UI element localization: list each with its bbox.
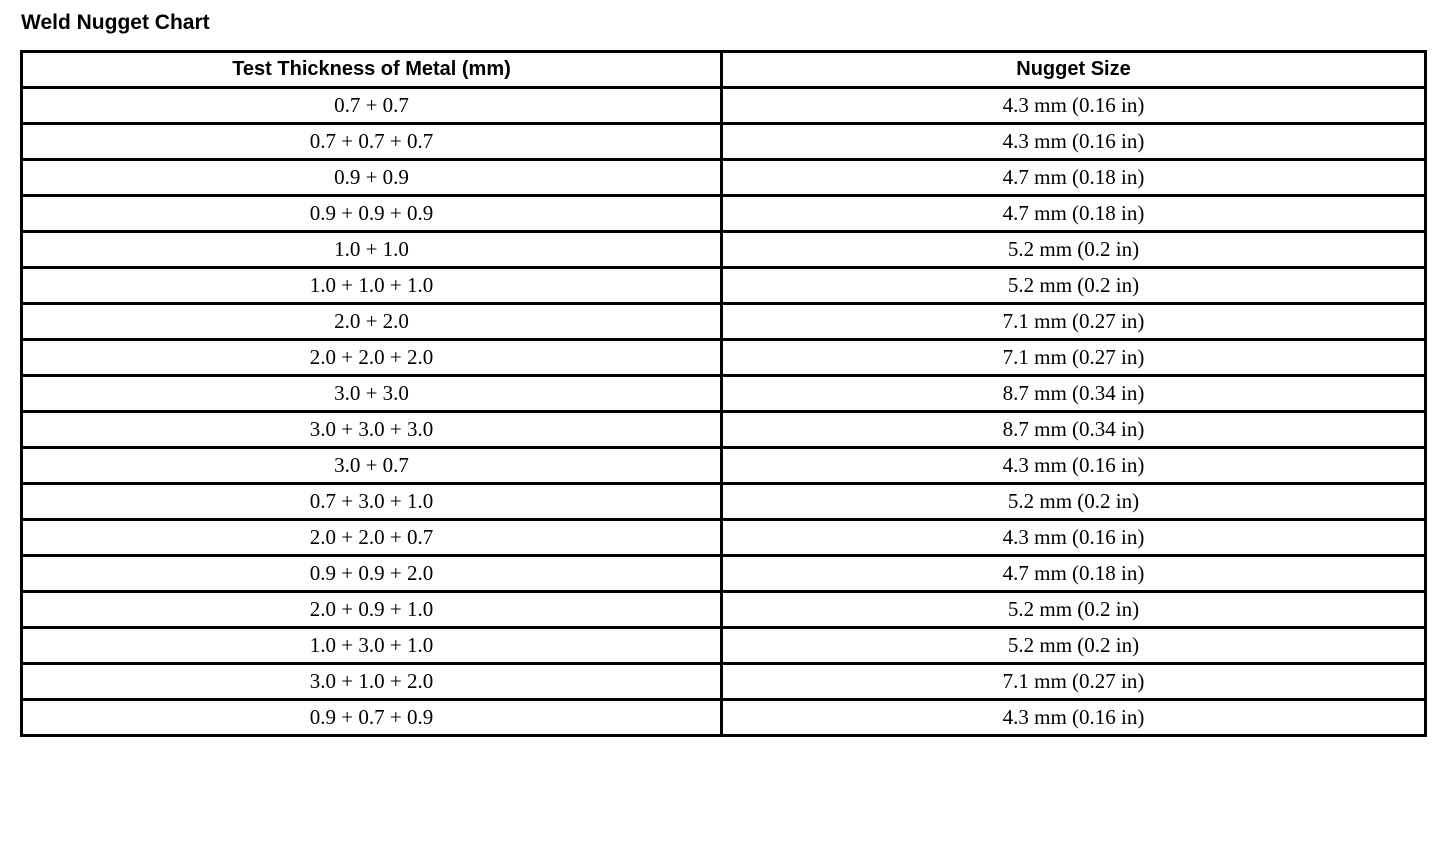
table-row xyxy=(22,196,1426,232)
nugget-size-cell: 4.3 mm (0.16 in) xyxy=(722,124,1426,160)
table-row xyxy=(22,520,1426,556)
thickness-cell: 0.7 + 0.7 + 0.7 xyxy=(22,124,722,160)
nugget-size-cell: 7.1 mm (0.27 in) xyxy=(722,664,1426,700)
header-thickness: Test Thickness of Metal (mm) xyxy=(22,52,722,88)
page-title: Weld Nugget Chart xyxy=(21,11,210,34)
nugget-size-cell: 5.2 mm (0.2 in) xyxy=(722,232,1426,268)
thickness-cell: 2.0 + 2.0 + 2.0 xyxy=(22,340,722,376)
nugget-size-cell: 7.1 mm (0.27 in) xyxy=(722,340,1426,376)
table-row xyxy=(22,592,1426,628)
table-row xyxy=(22,700,1426,736)
table-header-row xyxy=(22,52,1426,88)
table-row xyxy=(22,412,1426,448)
nugget-size-cell: 4.7 mm (0.18 in) xyxy=(722,160,1426,196)
nugget-size-cell: 4.3 mm (0.16 in) xyxy=(722,520,1426,556)
table-row xyxy=(22,232,1426,268)
nugget-size-cell: 5.2 mm (0.2 in) xyxy=(722,592,1426,628)
table-row xyxy=(22,484,1426,520)
thickness-cell: 2.0 + 2.0 xyxy=(22,304,722,340)
nugget-size-cell: 4.3 mm (0.16 in) xyxy=(722,88,1426,124)
thickness-cell: 2.0 + 2.0 + 0.7 xyxy=(22,520,722,556)
nugget-size-cell: 4.3 mm (0.16 in) xyxy=(722,700,1426,736)
thickness-cell: 1.0 + 1.0 + 1.0 xyxy=(22,268,722,304)
header-nugget-size: Nugget Size xyxy=(722,52,1426,88)
thickness-cell: 0.9 + 0.9 + 0.9 xyxy=(22,196,722,232)
table-row xyxy=(22,304,1426,340)
thickness-cell: 0.9 + 0.9 xyxy=(22,160,722,196)
table-row xyxy=(22,448,1426,484)
table-row xyxy=(22,376,1426,412)
thickness-cell: 3.0 + 3.0 xyxy=(22,376,722,412)
table-row xyxy=(22,556,1426,592)
thickness-cell: 0.7 + 0.7 xyxy=(22,88,722,124)
thickness-cell: 0.9 + 0.9 + 2.0 xyxy=(22,556,722,592)
table-row xyxy=(22,664,1426,700)
nugget-size-cell: 4.7 mm (0.18 in) xyxy=(722,196,1426,232)
nugget-size-cell: 7.1 mm (0.27 in) xyxy=(722,304,1426,340)
thickness-cell: 2.0 + 0.9 + 1.0 xyxy=(22,592,722,628)
table-row xyxy=(22,340,1426,376)
thickness-cell: 3.0 + 1.0 + 2.0 xyxy=(22,664,722,700)
nugget-size-cell: 4.3 mm (0.16 in) xyxy=(722,448,1426,484)
table-row xyxy=(22,88,1426,124)
thickness-cell: 0.9 + 0.7 + 0.9 xyxy=(22,700,722,736)
thickness-cell: 1.0 + 3.0 + 1.0 xyxy=(22,628,722,664)
nugget-size-cell: 4.7 mm (0.18 in) xyxy=(722,556,1426,592)
thickness-cell: 0.7 + 3.0 + 1.0 xyxy=(22,484,722,520)
table-row xyxy=(22,268,1426,304)
table-row xyxy=(22,160,1426,196)
thickness-cell: 3.0 + 0.7 xyxy=(22,448,722,484)
table-row xyxy=(22,628,1426,664)
nugget-size-cell: 5.2 mm (0.2 in) xyxy=(722,628,1426,664)
nugget-size-cell: 5.2 mm (0.2 in) xyxy=(722,268,1426,304)
weld-nugget-table xyxy=(20,50,1427,737)
thickness-cell: 3.0 + 3.0 + 3.0 xyxy=(22,412,722,448)
nugget-size-cell: 8.7 mm (0.34 in) xyxy=(722,412,1426,448)
nugget-size-cell: 5.2 mm (0.2 in) xyxy=(722,484,1426,520)
thickness-cell: 1.0 + 1.0 xyxy=(22,232,722,268)
nugget-size-cell: 8.7 mm (0.34 in) xyxy=(722,376,1426,412)
table-row xyxy=(22,124,1426,160)
